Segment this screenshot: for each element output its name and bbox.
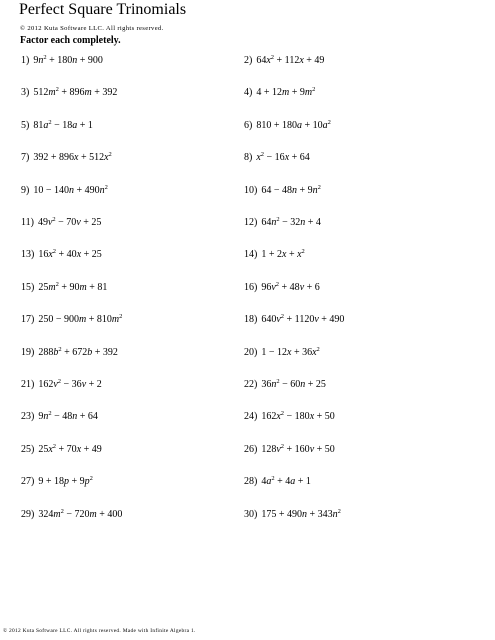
copyright-notice: © 2012 Kuta Software LLC. All rights reserved.	[20, 25, 164, 32]
expression-term: + 9	[68, 476, 85, 488]
problem-item	[21, 120, 93, 132]
problem-expression	[33, 55, 103, 66]
problem-item	[244, 55, 324, 67]
expression-term: + 672	[61, 346, 88, 358]
expression-term: 512	[33, 87, 49, 99]
expression-exponent: 2	[280, 313, 285, 321]
expression-term: + 900	[77, 55, 103, 66]
problem-number: 23)	[21, 411, 35, 423]
problem-number: 15)	[21, 281, 35, 293]
expression-variable: n	[312, 184, 318, 196]
problem-number: 10)	[244, 184, 258, 196]
problem-item	[21, 152, 112, 164]
expression-term: + 48	[279, 281, 300, 293]
expression-term: + 392	[92, 346, 118, 358]
expression-term: + 112	[274, 55, 300, 66]
expression-term: 162	[261, 411, 277, 423]
expression-exponent: 2	[119, 313, 123, 321]
expression-term: + 490	[318, 314, 345, 326]
problem-expression	[261, 476, 311, 487]
expression-exponent: 2	[52, 442, 57, 450]
expression-exponent: 2	[271, 475, 275, 483]
expression-term: 128	[261, 443, 277, 455]
expression-term: 162	[38, 379, 54, 390]
expression-variable: m	[53, 508, 61, 520]
expression-term: 4 + 12	[256, 87, 282, 99]
expression-variable: v	[271, 281, 276, 293]
expression-term: + 490	[73, 184, 100, 196]
problem-item	[244, 347, 320, 359]
expression-exponent: 2	[48, 118, 52, 126]
problem-number: 20)	[244, 346, 258, 358]
problem-number: 1)	[21, 55, 30, 66]
expression-variable: n	[271, 379, 277, 390]
expression-exponent: 2	[60, 507, 64, 515]
problem-expression	[261, 249, 304, 260]
expression-term: + 25	[80, 217, 102, 228]
expression-term: + 70	[56, 443, 77, 455]
expression-exponent: 2	[270, 54, 275, 61]
expression-term: + 810	[86, 314, 112, 326]
problem-expression	[261, 217, 321, 228]
expression-term: + 180	[46, 55, 73, 66]
expression-term: 640	[261, 314, 277, 326]
expression-variable: a	[322, 119, 328, 131]
expression-variable: n	[72, 411, 78, 423]
expression-variable: x	[48, 443, 53, 455]
problem-item	[21, 249, 102, 261]
expression-term: 250 − 900	[38, 314, 79, 326]
problem-number: 17)	[21, 314, 35, 326]
expression-variable: x	[48, 249, 53, 261]
expression-variable: m	[48, 281, 56, 293]
problem-item	[21, 444, 102, 456]
problem-number: 19)	[21, 346, 35, 358]
worksheet-title: Perfect Square Trinomials	[19, 1, 187, 18]
expression-variable: n	[332, 508, 338, 520]
expression-term: + 343	[306, 508, 333, 520]
problem-number: 12)	[244, 217, 258, 228]
problem-expression	[261, 347, 319, 358]
expression-variable: n	[43, 411, 49, 423]
problem-number: 7)	[21, 152, 30, 164]
expression-variable: x	[104, 152, 109, 164]
problem-number: 24)	[244, 411, 258, 423]
expression-term: 16	[38, 249, 49, 261]
expression-exponent: 2	[316, 345, 320, 353]
problem-number: 6)	[244, 119, 253, 131]
expression-variable: v	[299, 281, 305, 293]
expression-term: + 400	[96, 508, 123, 520]
problem-item	[244, 411, 335, 423]
expression-variable: n	[38, 55, 44, 66]
expression-term: 25	[38, 281, 49, 293]
problem-item	[244, 217, 321, 229]
problem-expression	[38, 509, 122, 520]
problem-number: 13)	[21, 249, 35, 261]
expression-term: + 1	[295, 476, 311, 488]
expression-variable: v	[309, 443, 315, 455]
expression-term: 9	[33, 55, 39, 66]
expression-term: + 896	[58, 87, 85, 99]
expression-variable: n	[99, 184, 105, 196]
expression-term: + 4	[305, 217, 321, 228]
expression-variable: n	[291, 184, 297, 196]
expression-exponent: 2	[280, 410, 285, 418]
expression-term: 9	[38, 411, 44, 423]
expression-variable: x	[73, 152, 79, 164]
expression-term: + 81	[86, 281, 108, 293]
problem-number: 14)	[244, 249, 258, 261]
expression-term: 288	[38, 346, 54, 358]
expression-variable: v	[314, 314, 319, 326]
problem-number: 30)	[244, 508, 258, 520]
expression-term: + 6	[304, 281, 320, 293]
expression-exponent: 2	[57, 378, 62, 385]
expression-term: − 60	[279, 379, 301, 390]
problem-expression	[38, 314, 122, 325]
problem-item	[21, 411, 98, 423]
problem-item	[244, 185, 321, 197]
expression-exponent: 2	[89, 475, 93, 483]
expression-term: + 1120	[284, 314, 315, 326]
expression-variable: b	[53, 346, 59, 358]
expression-term: + 50	[314, 443, 335, 455]
problem-expression	[256, 55, 324, 66]
expression-term: + 40	[56, 249, 77, 261]
problem-number: 8)	[244, 152, 253, 164]
problem-number: 29)	[21, 508, 35, 520]
problem-expression	[261, 314, 344, 325]
expression-exponent: 2	[48, 410, 52, 418]
expression-variable: a	[290, 476, 296, 488]
problem-item	[21, 509, 122, 521]
expression-variable: a	[43, 119, 49, 131]
expression-variable: x	[297, 249, 302, 261]
expression-term: 36	[261, 379, 272, 390]
expression-variable: n	[300, 379, 306, 390]
expression-variable: m	[281, 87, 290, 99]
problem-expression	[38, 217, 101, 228]
expression-term: − 18	[51, 119, 73, 131]
expression-exponent: 2	[327, 118, 331, 126]
expression-variable: x	[309, 411, 315, 423]
expression-variable: m	[48, 87, 56, 99]
problem-item	[21, 185, 108, 197]
expression-variable: v	[276, 314, 281, 326]
expression-term: − 32	[279, 217, 301, 228]
expression-exponent: 2	[337, 507, 341, 515]
expression-term: + 4	[274, 476, 291, 488]
problem-number: 16)	[244, 281, 258, 293]
expression-term: + 1	[77, 119, 93, 131]
expression-term: − 70	[55, 217, 77, 228]
expression-exponent: 2	[104, 183, 108, 191]
expression-exponent: 2	[55, 86, 59, 94]
problem-expression	[33, 87, 117, 98]
expression-term: 4	[261, 476, 267, 488]
problem-item	[244, 476, 311, 488]
problem-expression	[261, 185, 321, 196]
problem-number: 18)	[244, 314, 258, 326]
problem-expression	[38, 249, 101, 260]
problem-item	[21, 217, 101, 229]
problem-item	[244, 282, 320, 294]
expression-variable: n	[68, 184, 74, 196]
problem-expression	[256, 120, 331, 131]
expression-term: − 180	[284, 411, 310, 423]
problem-expression	[33, 185, 108, 196]
problem-item	[21, 347, 118, 359]
expression-term: 1 − 12	[261, 346, 287, 358]
expression-exponent: 2	[312, 86, 316, 94]
expression-variable: m	[78, 314, 87, 326]
expression-variable: m	[89, 508, 97, 520]
expression-variable: x	[276, 411, 281, 423]
problem-number: 2)	[244, 55, 253, 66]
expression-term: 49	[37, 217, 48, 228]
problem-number: 28)	[244, 476, 258, 488]
expression-term: 64	[256, 55, 267, 66]
expression-term: + 9	[289, 87, 305, 99]
expression-variable: x	[256, 152, 261, 164]
expression-variable: x	[76, 443, 82, 455]
expression-term: 9 + 18	[38, 476, 64, 488]
problem-expression	[261, 282, 319, 293]
expression-exponent: 2	[52, 216, 56, 223]
expression-variable: a	[72, 119, 78, 131]
expression-term: 10 − 140	[33, 184, 69, 196]
expression-variable: v	[76, 217, 81, 228]
expression-variable: m	[84, 87, 92, 99]
problem-item	[244, 249, 305, 261]
expression-variable: x	[312, 346, 317, 358]
expression-variable: n	[300, 217, 306, 228]
expression-term: + 160	[284, 443, 310, 455]
expression-exponent: 2	[275, 280, 280, 288]
instructions: Factor each completely.	[20, 35, 121, 46]
problem-expression	[261, 444, 334, 455]
problem-expression	[38, 476, 93, 487]
expression-term: − 36	[61, 379, 82, 390]
expression-term: 25	[38, 443, 49, 455]
problem-expression	[261, 411, 334, 422]
expression-variable: x	[286, 346, 292, 358]
expression-term: + 50	[314, 411, 335, 423]
expression-exponent: 2	[58, 345, 62, 353]
expression-variable: a	[296, 119, 302, 131]
problem-number: 27)	[21, 476, 35, 488]
expression-exponent: 2	[43, 54, 47, 61]
expression-variable: m	[111, 314, 120, 326]
page-footer: © 2012 Kuta Software LLC. All rights reserved. Made with Infinite Algebra 1.	[3, 628, 196, 634]
expression-term: 64	[261, 217, 272, 228]
problem-expression	[38, 347, 118, 358]
expression-term: 324	[38, 508, 54, 520]
problem-expression	[38, 379, 101, 390]
expression-exponent: 2	[276, 216, 280, 223]
problem-expression	[261, 509, 341, 520]
problem-number: 11)	[21, 217, 34, 228]
expression-term: − 48	[51, 411, 73, 423]
expression-variable: p	[84, 476, 90, 488]
expression-term: 810 + 180	[256, 119, 297, 131]
expression-variable: n	[271, 217, 277, 228]
expression-term: 64 − 48	[261, 184, 292, 196]
problem-expression	[256, 152, 309, 163]
expression-exponent: 2	[301, 248, 305, 256]
expression-variable: p	[63, 476, 69, 488]
problem-item	[21, 55, 103, 67]
expression-exponent: 2	[260, 151, 265, 159]
problem-expression	[33, 120, 93, 131]
expression-term: − 16	[264, 152, 285, 164]
expression-variable: n	[301, 508, 307, 520]
problem-number: 22)	[244, 379, 258, 390]
expression-term: + 9	[296, 184, 313, 196]
problem-number: 5)	[21, 119, 30, 131]
expression-term: − 720	[63, 508, 90, 520]
expression-exponent: 2	[276, 378, 280, 385]
expression-term: + 25	[81, 249, 102, 261]
expression-variable: v	[47, 217, 53, 228]
problem-number: 21)	[21, 379, 35, 390]
expression-term: + 49	[303, 55, 325, 66]
problem-item	[21, 379, 102, 391]
expression-term: 175 + 490	[261, 508, 302, 520]
expression-term: +	[286, 249, 298, 261]
problem-item	[21, 87, 117, 99]
problem-item	[244, 152, 310, 164]
problem-item	[244, 120, 331, 132]
problem-item	[21, 282, 107, 294]
problem-number: 3)	[21, 87, 30, 99]
problem-expression	[38, 444, 101, 455]
problem-expression	[33, 152, 111, 163]
expression-term: + 512	[78, 152, 105, 164]
expression-term: + 64	[289, 152, 310, 164]
expression-variable: v	[276, 443, 281, 455]
problem-number: 4)	[244, 87, 253, 99]
problem-number: 9)	[21, 184, 30, 196]
expression-term: + 392	[91, 87, 118, 99]
expression-variable: x	[299, 55, 304, 66]
expression-term: + 2	[86, 379, 102, 390]
expression-variable: x	[281, 249, 287, 261]
expression-variable: m	[304, 87, 313, 99]
expression-variable: b	[87, 346, 93, 358]
expression-exponent: 2	[317, 183, 321, 191]
expression-variable: m	[79, 281, 87, 293]
expression-variable: v	[53, 379, 58, 390]
problem-expression	[38, 282, 107, 293]
expression-variable: x	[266, 55, 271, 66]
expression-term: 1 + 2	[261, 249, 282, 261]
problem-item	[21, 476, 93, 488]
expression-exponent: 2	[55, 280, 59, 288]
expression-term: 96	[261, 281, 272, 293]
expression-term: + 90	[58, 281, 80, 293]
expression-term: 392 + 896	[33, 152, 74, 164]
expression-term: + 25	[305, 379, 326, 390]
expression-exponent: 2	[52, 248, 57, 256]
problem-item	[244, 444, 335, 456]
expression-term: 81	[33, 119, 44, 131]
problem-item	[244, 379, 326, 391]
expression-term: + 36	[291, 346, 313, 358]
expression-exponent: 2	[108, 151, 112, 159]
expression-variable: x	[76, 249, 82, 261]
problem-item	[21, 314, 122, 326]
problem-number: 25)	[21, 443, 35, 455]
expression-variable: v	[81, 379, 87, 390]
expression-term: + 10	[301, 119, 323, 131]
problem-item	[244, 509, 341, 521]
problem-expression	[261, 379, 326, 390]
expression-term: + 64	[77, 411, 98, 423]
expression-variable: x	[284, 152, 290, 164]
expression-variable: n	[72, 55, 78, 66]
expression-variable: a	[266, 476, 272, 488]
problem-item	[244, 87, 315, 99]
problem-expression	[38, 411, 98, 422]
problem-number: 26)	[244, 443, 258, 455]
problem-item	[244, 314, 344, 326]
expression-term: + 49	[81, 443, 102, 455]
problem-expression	[256, 87, 315, 98]
expression-exponent: 2	[280, 442, 285, 450]
